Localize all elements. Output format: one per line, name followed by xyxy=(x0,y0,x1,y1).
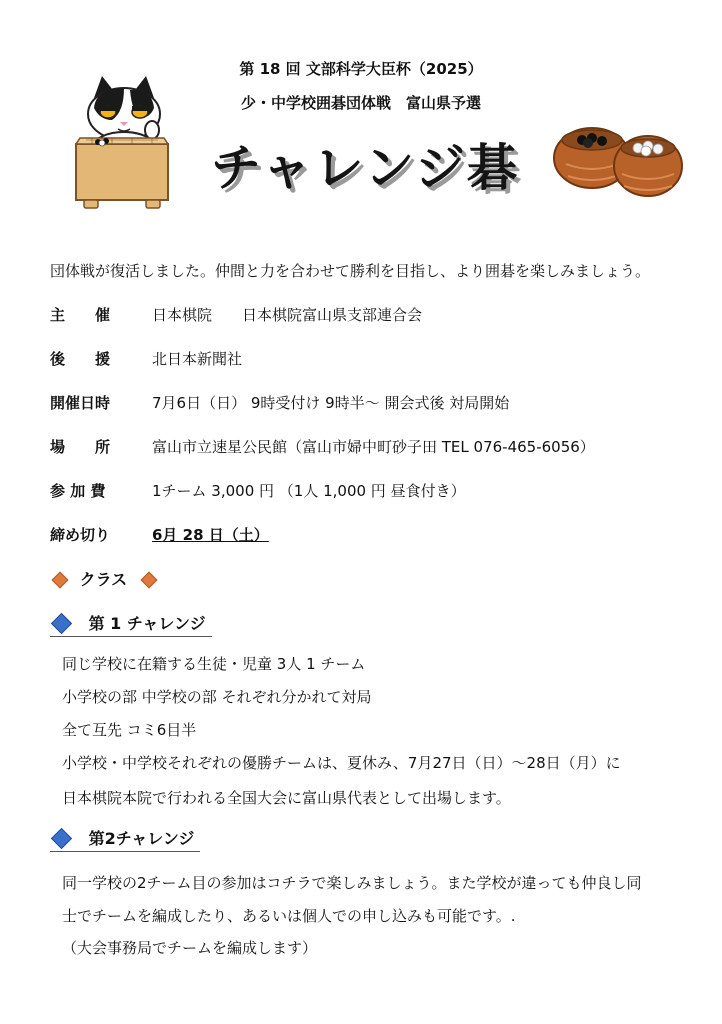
challenge1-heading-text: 第 1 チャレンジ xyxy=(88,614,206,633)
challenge2-heading xyxy=(50,827,200,852)
fee-value: 1チーム 3,000 円 （1人 1,000 円 昼食付き） xyxy=(152,482,466,500)
challenge2-line: 士でチームを編成したり、あるいは個人での申し込みも可能です。. xyxy=(62,907,516,925)
challenge2-line: （大会事務局でチームを編成します） xyxy=(62,939,318,957)
main-title: チャレンジ碁 xyxy=(211,139,519,197)
header-title-line-2: 少・中学校囲碁団体戦 富山県予選 xyxy=(240,94,481,112)
deadline-label: 締め切り xyxy=(50,526,111,544)
deadline-value: 6月 28 日（土） xyxy=(152,526,269,544)
challenge1-line: 同じ学校に在籍する生徒・児童 3人 1 チーム xyxy=(62,655,366,673)
blue-diamond-icon xyxy=(51,828,72,849)
cat-with-go-board-illustration xyxy=(72,72,182,214)
challenge1-line: 小学校の部 中学校の部 それぞれ分かれて対局 xyxy=(62,688,372,706)
support-value: 北日本新聞社 xyxy=(152,350,243,368)
date-label: 開催日時 xyxy=(50,394,111,412)
organizer-value: 日本棋院 日本棋院富山県支部連合会 xyxy=(152,306,423,324)
challenge1-line: 全て互先 コミ6目半 xyxy=(62,721,197,739)
challenge1-line: 日本棋院本院で行われる全国大会に富山県代表として出場します。 xyxy=(62,789,511,807)
orange-diamond-icon xyxy=(52,571,69,588)
challenge1-line: 小学校・中学校それぞれの優勝チームは、夏休み、7月27日（日）～28日（月）に xyxy=(62,754,621,772)
challenge1-heading xyxy=(50,612,212,637)
support-label: 後 援 xyxy=(50,350,111,368)
header-title-line-1: 第 18 回 文部科学大臣杯（2025） xyxy=(239,60,483,78)
class-heading xyxy=(50,569,163,591)
orange-diamond-icon xyxy=(140,571,157,588)
challenge2-line: 同一学校の2チーム目の参加はコチラで楽しみましょう。また学校が違っても仲良し同 xyxy=(62,874,642,892)
fee-label: 参 加 費 xyxy=(50,482,106,500)
venue-value: 富山市立速星公民館（富山市婦中町砂子田 TEL 076-465-6056） xyxy=(152,438,595,456)
date-value: 7月6日（日） 9時受付け 9時半～ 開会式後 対局開始 xyxy=(152,394,510,412)
organizer-label: 主 催 xyxy=(50,306,111,324)
blue-diamond-icon xyxy=(51,613,72,634)
venue-label: 場 所 xyxy=(50,438,111,456)
intro-text: 団体戦が復活しました。仲間と力を合わせて勝利を目指し、より囲碁を楽しみましょう。 xyxy=(50,262,651,280)
challenge2-heading-text: 第2チャレンジ xyxy=(88,829,195,848)
go-stone-bowls-illustration xyxy=(552,114,684,200)
class-heading-text: クラス xyxy=(79,570,128,589)
